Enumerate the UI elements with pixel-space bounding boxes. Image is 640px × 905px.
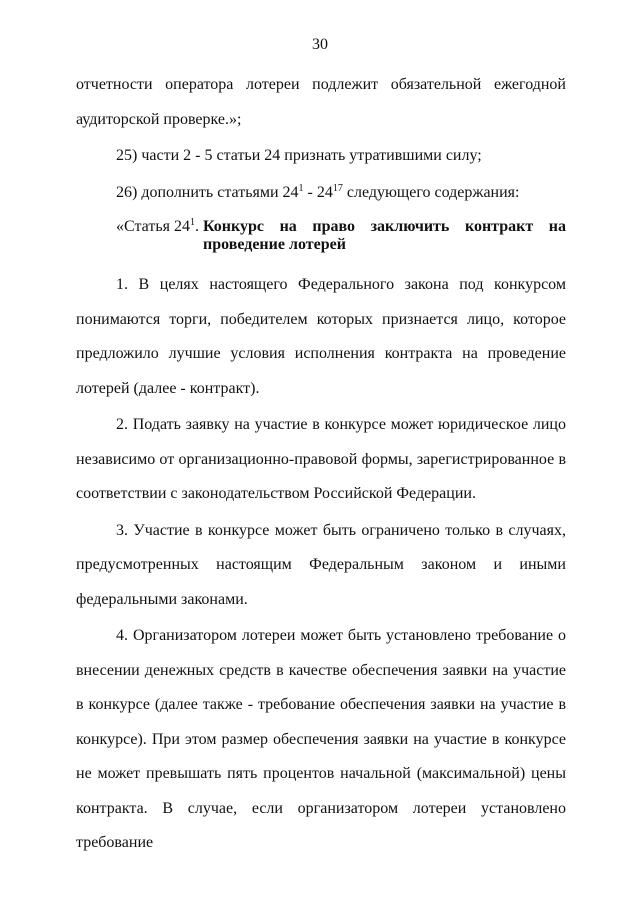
article-title-line-2: проведение лотерей	[202, 236, 346, 253]
page-number: 30	[312, 36, 328, 53]
item-26-text-c: следующего содержания:	[342, 183, 520, 201]
paragraph-item-25: 25) части 2 - 5 статьи 24 признать утратившими силу;	[116, 147, 482, 164]
item-26-sup-1: 1	[298, 182, 304, 194]
article-title	[199, 210, 566, 266]
article-title-line-1: Конкурс на право заключить контракт на	[202, 218, 566, 235]
article-number: «Статья $24^1$.	[116, 217, 199, 235]
paragraph-clause-3: 3. Участие в конкурсе может быть ограничено только в случаях, предусмотренных настоящим Федеральным законом и иными федеральными законами.	[76, 521, 566, 608]
item-26-text-a: 26) дополнить статьями 24	[116, 183, 299, 201]
paragraph-clause-2: 2. Подать заявку на участие в конкурсе может юридическое лицо независимо от организационно-правовой формы, зарегистрированное в соответствии с законодательством Российской Федерации.	[76, 416, 566, 502]
paragraph-item-26	[76, 176, 566, 211]
item-26-text-b: - 24	[303, 183, 333, 201]
paragraph-clause-1: 1. В целях настоящего Федерального закона под конкурсом понимаются торги, победителем которых признается лицо, которое предложило лучшие условия исполнения контракта на проведение лотерей (далее - контракт).	[76, 276, 566, 397]
item-26-sup-2: 17	[332, 182, 343, 194]
document-body	[76, 68, 566, 861]
paragraph-clause-4: 4. Организатором лотереи может быть установлено требование о внесении денежных средств в качестве обеспечения заявки на участие в конкурсе (далее также - требование обеспечения заявки на участие в конкурсе). При этом размер обеспечения заявки на участие в конкурсе не может превышать пять процентов начальной (максимальной) цены контракта. В случае, если организатором лотереи установлено требование	[76, 627, 566, 851]
paragraph-continuation: отчетности оператора лотереи подлежит обязательной ежегодной аудиторской проверке.»;	[76, 76, 566, 128]
article-heading	[76, 210, 566, 266]
